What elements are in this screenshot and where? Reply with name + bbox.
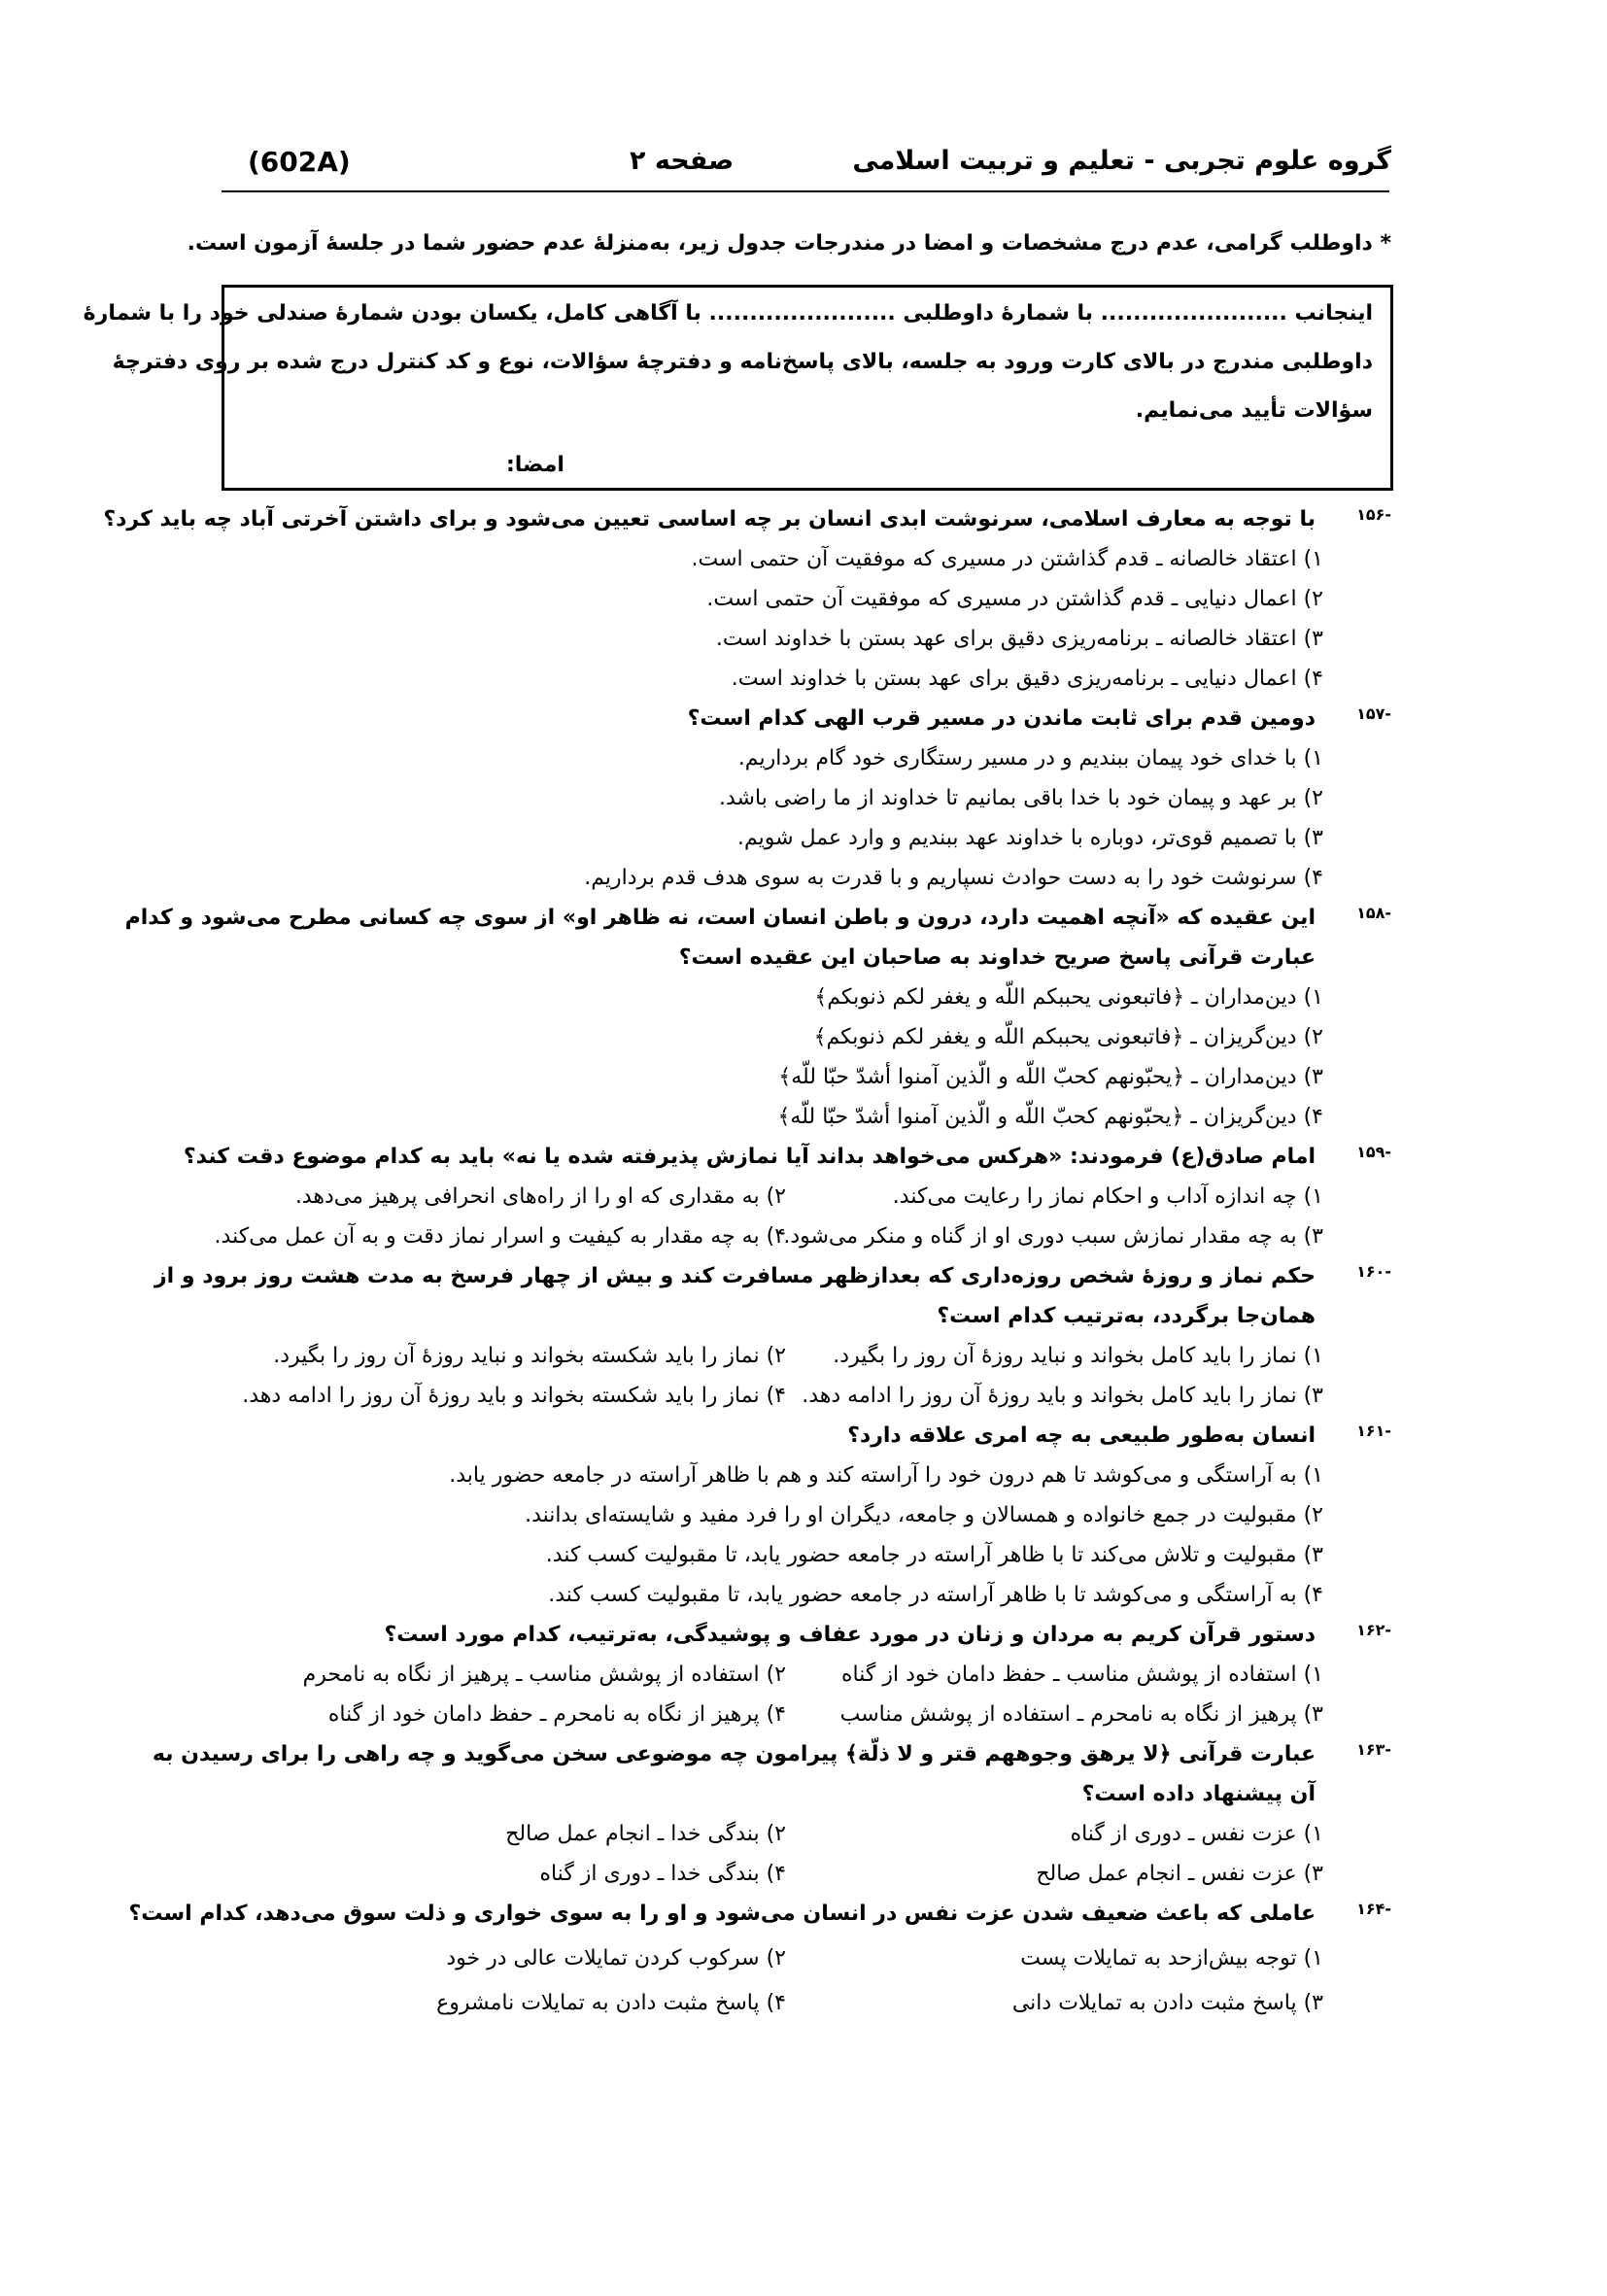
signature-label: امضا: [506, 453, 564, 477]
booklet-code: (602A) [248, 146, 351, 178]
question-option: ۱) استفاده از پوشش مناسب ـ حفظ دامان خود از گناه [841, 1662, 1323, 1687]
question-option: ۱) عزت نفس ـ دوری از گناه [1070, 1822, 1323, 1846]
declaration-line-3: سؤالات تأیید می‌نمایم. [1135, 398, 1373, 423]
page-header [0, 0, 1607, 185]
question-option: ۱) چه اندازه آداب و احکام نماز را رعایت می‌کند. [892, 1184, 1323, 1209]
candidate-notice: * داوطلب گرامی، عدم درج مشخصات و امضا در مندرجات جدول زیر، به‌منزلهٔ عدم حضور شما در جلسهٔ آزمون است. [187, 231, 1391, 256]
question-option: ۴) نماز را باید شکسته بخواند و باید روزهٔ آن روز را ادامه دهد. [242, 1384, 786, 1408]
question-stem: آن پیشنهاد داده است؟ [1081, 1782, 1316, 1806]
question-option: ۳) عزت نفس ـ انجام عمل صالح [1036, 1862, 1323, 1886]
question-number: ۱۶۲- [1356, 1621, 1391, 1639]
question-option: ۴) پاسخ مثبت دادن به تمایلات نامشروع [436, 1991, 786, 2015]
question-number: ۱۶۱- [1356, 1422, 1391, 1440]
question-option: ۳) اعتقاد خالصانه ـ برنامه‌ریزی دقیق برای عهد بستن با خداوند است. [715, 627, 1323, 651]
question-option: ۴) به آراستگی و می‌کوشد تا با ظاهر آراسته در جامعه حضور یابد، تا مقبولیت کسب کند. [548, 1583, 1323, 1607]
question-stem: عبارت قرآنی ﴿لا یرهق وجوههم قتر و لا ذلّة﴾ پیرامون چه موضوعی سخن می‌گوید و چه راهی را برای رسیدن به [152, 1742, 1316, 1766]
question-stem: دستور قرآن کریم به مردان و زنان در مورد عفاف و پوشیدگی، به‌ترتیب، کدام مورد است؟ [384, 1623, 1316, 1647]
questions-list [0, 496, 1607, 2147]
question-option: ۲) بر عهد و پیمان خود با خدا باقی بمانیم تا خداوند از ما راضی باشد. [719, 786, 1323, 810]
question-option: ۲) اعمال دنیایی ـ قدم گذاشتن در مسیری که موفقیت آن حتمی است. [706, 587, 1323, 611]
question-option: ۲) بندگی خدا ـ انجام عمل صالح [505, 1822, 786, 1846]
question-option: ۱) نماز را باید کامل بخواند و نباید روزهٔ آن روز را بگیرد. [833, 1344, 1323, 1368]
question-option: ۲) سرکوب کردن تمایلات عالی در خود [446, 1946, 786, 1970]
question-option: ۱) با خدای خود پیمان ببندیم و در مسیر رستگاری خود گام برداریم. [737, 746, 1323, 771]
question-option: ۴) پرهیز از نگاه به نامحرم ـ حفظ دامان خود از گناه [327, 1702, 786, 1727]
question-number: ۱۵۸- [1356, 904, 1391, 922]
question-stem: عاملی که باعث ضعیف شدن عزت نفس در انسان می‌شود و او را به سوی خواری و ذلت سوق می‌دهد، کدام است؟ [128, 1902, 1316, 1926]
question-stem: همان‌جا برگردد، به‌ترتیب کدام است؟ [937, 1304, 1316, 1328]
header-title: گروه علوم تجربی - تعلیم و تربیت اسلامی [852, 146, 1391, 176]
question-option: ۲) نماز را باید شکسته بخواند و نباید روزهٔ آن روز را بگیرد. [273, 1344, 786, 1368]
question-stem: حکم نماز و روزهٔ شخص روزه‌داری که بعدازظهر مسافرت کند و بیش از چهار فرسخ به مدت هشت روز برود و از [154, 1264, 1316, 1288]
question-option: ۴) سرنوشت خود را به دست حوادث نسپاریم و با قدرت به سوی هدف قدم برداریم. [584, 866, 1323, 890]
declaration-box [83, 285, 1393, 491]
question-option: ۳) نماز را باید کامل بخواند و باید روزهٔ آن روز را ادامه دهد. [802, 1384, 1323, 1408]
declaration-line-2: داوطلبی مندرج در بالای کارت ورود به جلسه، بالای پاسخ‌نامه و دفترچهٔ سؤالات، نوع و کد کنترل درج شده بر روی دفترچهٔ [112, 350, 1373, 374]
question-number: ۱۵۶- [1356, 505, 1391, 524]
question-number: ۱۵۹- [1356, 1143, 1391, 1161]
question-option: ۳) پاسخ مثبت دادن به تمایلات دانی [1011, 1991, 1323, 2015]
question-option: ۱) به آراستگی و می‌کوشد تا هم درون خود را آراسته کند و هم با ظاهر آراسته در جامعه حضور یابد. [449, 1463, 1323, 1488]
question-option: ۲) استفاده از پوشش مناسب ـ پرهیز از نگاه به نامحرم [302, 1662, 786, 1687]
question-option: ۴) اعمال دنیایی ـ برنامه‌ریزی دقیق برای عهد بستن با خداوند است. [731, 667, 1323, 691]
question-option: ۳) به چه مقدار نمازش سبب دوری او از گناه و منکر می‌شود. [783, 1224, 1323, 1249]
question-number: ۱۶۰- [1356, 1262, 1391, 1281]
question-option: ۱) اعتقاد خالصانه ـ قدم گذاشتن در مسیری که موفقیت آن حتمی است. [691, 547, 1323, 571]
question-stem: امام صادق(ع) فرمودند: «هرکس می‌خواهد بداند آیا نمازش پذیرفته شده یا نه» باید به کدام موضوع دقت کند؟ [183, 1145, 1316, 1169]
question-number: ۱۵۷- [1356, 704, 1391, 723]
question-option: ۴) دین‌گریزان ـ ﴿یحبّونهم کحبّ اللّه و الّذین آمنوا أشدّ حبّا للّه﴾ [777, 1105, 1323, 1129]
page-number: صفحه ۲ [630, 146, 735, 176]
question-option: ۲) مقبولیت در جمع خانواده و همسالان و جامعه، دیگران او را فرد مفید و شایسته‌ای بدانند. [525, 1503, 1323, 1527]
question-option: ۳) با تصمیم قوی‌تر، دوباره با خداوند عهد ببندیم و وارد عمل شویم. [737, 826, 1323, 850]
question-option: ۳) پرهیز از نگاه به نامحرم ـ استفاده از پوشش مناسب [839, 1702, 1323, 1727]
header-divider [222, 190, 1389, 192]
question-stem: عبارت قرآنی پاسخ صریح خداوند به صاحبان این عقیده است؟ [678, 945, 1316, 970]
question-option: ۳) مقبولیت و تلاش می‌کند تا با ظاهر آراسته در جامعه حضور یابد، تا مقبولیت کسب کند. [545, 1543, 1323, 1567]
question-option: ۲) به مقداری که او را از راه‌های انحرافی پرهیز می‌دهد. [294, 1184, 786, 1209]
question-stem: با توجه به معارف اسلامی، سرنوشت ابدی انسان بر چه اساسی تعیین می‌شود و برای داشتن آخرتی آباد چه باید کرد؟ [103, 507, 1316, 531]
question-number: ۱۶۴- [1356, 1900, 1391, 1918]
question-option: ۴) بندگی خدا ـ دوری از گناه [539, 1862, 786, 1886]
question-stem: انسان به‌طور طبیعی به چه امری علاقه دارد؟ [847, 1423, 1316, 1448]
question-number: ۱۶۳- [1356, 1740, 1391, 1759]
question-stem: دومین قدم برای ثابت ماندن در مسیر قرب الهی کدام است؟ [687, 706, 1316, 731]
question-stem: این عقیده که «آنچه اهمیت دارد، درون و باطن انسان است، نه ظاهر او» از سوی چه کسانی مطرح می‌شود و کدام [124, 906, 1316, 930]
question-option: ۳) دین‌مداران ـ ﴿یحبّونهم کحبّ اللّه و الّذین آمنوا أشدّ حبّا للّه﴾ [778, 1065, 1323, 1089]
question-option: ۱) توجه بیش‌ازحد به تمایلات پست [1020, 1946, 1323, 1970]
question-option: ۲) دین‌گریزان ـ ﴿فاتبعونی یحببکم اللّه و یغفر لکم ذنوبکم﴾ [813, 1025, 1323, 1049]
question-option: ۴) به چه مقدار به کیفیت و اسرار نماز دقت و به آن عمل می‌کند. [214, 1224, 786, 1249]
declaration-line-1: اینجانب ....................... با شمارهٔ داوطلبی ....................... با آگاهی کامل، یکسان بودن شمارهٔ صندلی خود را با شمارهٔ [83, 301, 1373, 326]
question-option: ۱) دین‌مداران ـ ﴿فاتبعونی یحببکم اللّه و یغفر لکم ذنوبکم﴾ [814, 985, 1323, 1010]
